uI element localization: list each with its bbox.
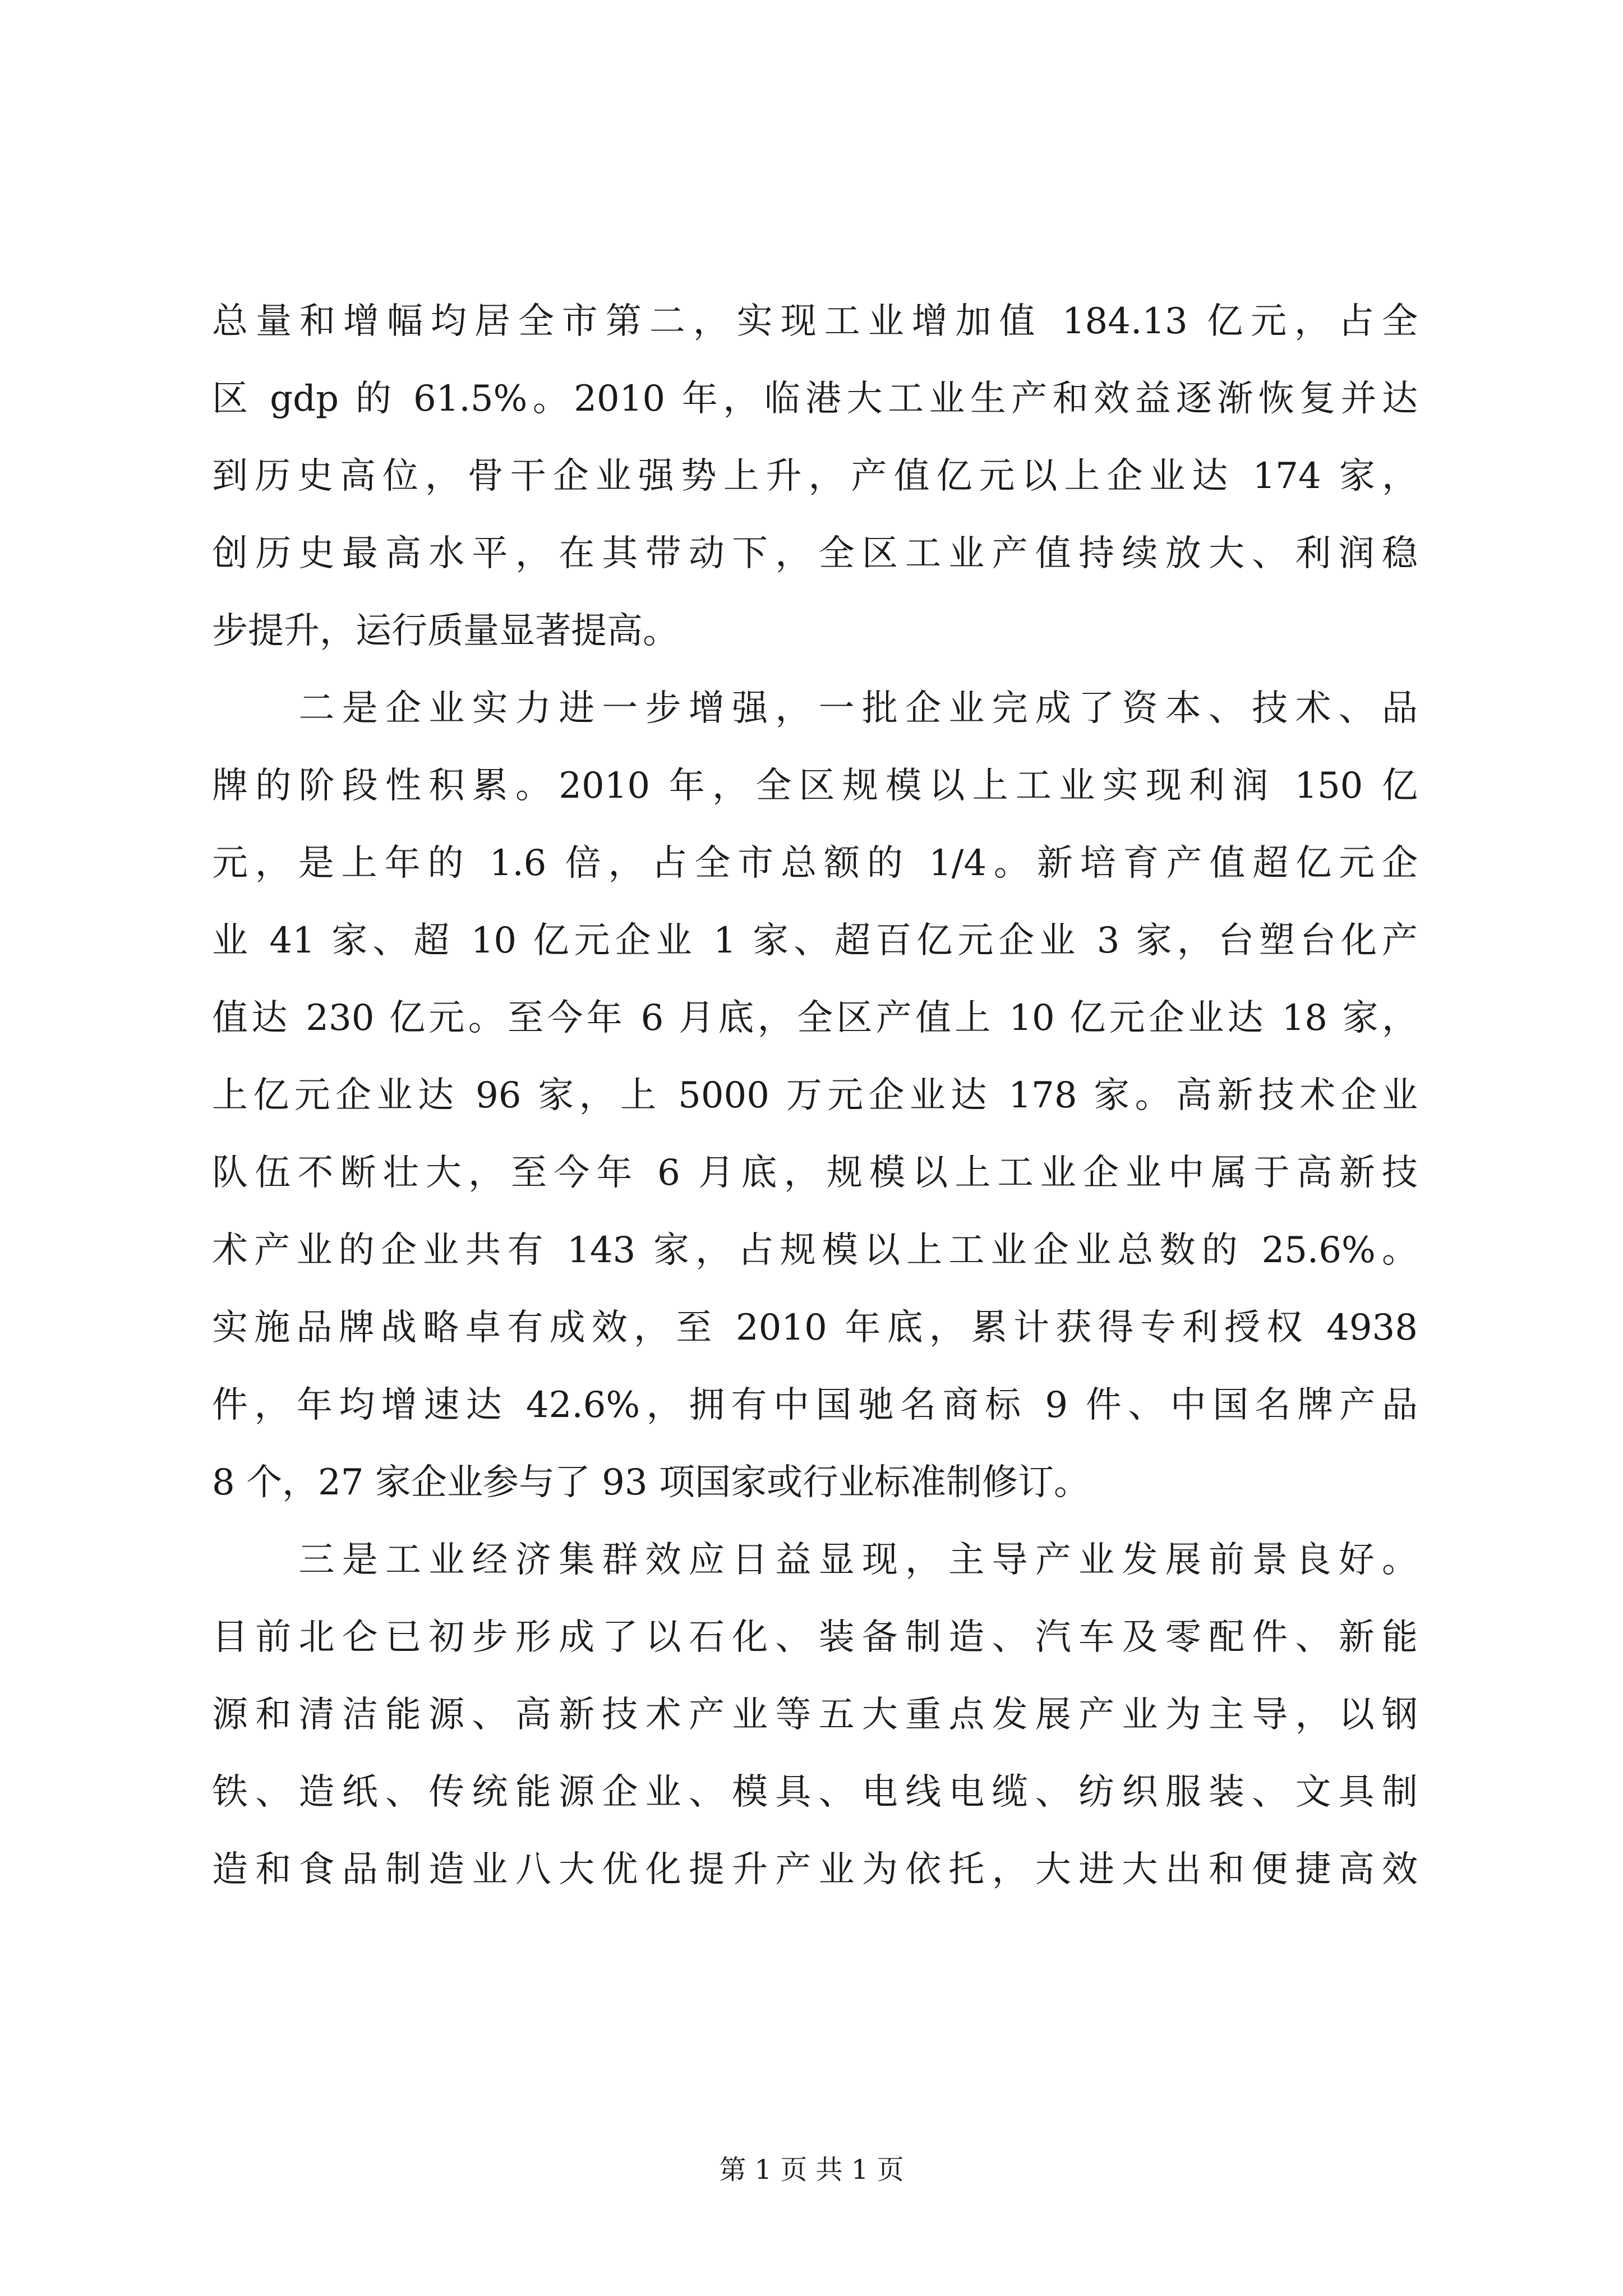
text-line: 三是工业经济集群效应日益显现，主导产业发展前景良好。 xyxy=(212,1539,1418,1581)
text-line: 件，年均增速达 42.6%，拥有中国驰名商标 9 件、中国名牌产品 xyxy=(212,1384,1418,1426)
text-line: 创历史最高水平，在其带动下，全区工业产值持续放大、利润稳 xyxy=(212,533,1418,574)
text-line: 二是企业实力进一步增强，一批企业完成了资本、技术、品 xyxy=(212,688,1418,729)
text-line: 元，是上年的 1.6 倍，占全市总额的 1/4。新培育产值超亿元企 xyxy=(212,843,1418,884)
text-line: 值达 230 亿元。至今年 6 月底，全区产值上 10 亿元企业达 18 家， xyxy=(212,997,1418,1039)
page-number-footer: 第 1 页 共 1 页 xyxy=(719,2154,904,2185)
text-line: 术产业的企业共有 143 家，占规模以上工业企业总数的 25.6%。 xyxy=(212,1230,1418,1271)
text-line: 源和清洁能源、高新技术产业等五大重点发展产业为主导，以钢 xyxy=(212,1694,1418,1736)
text-line: 队伍不断壮大，至今年 6 月底，规模以上工业企业中属于高新技 xyxy=(212,1152,1418,1194)
text-line: 目前北仑已初步形成了以石化、装备制造、汽车及零配件、新能 xyxy=(212,1617,1418,1658)
text-line: 实施品牌战略卓有成效，至 2010 年底，累计获得专利授权 4938 xyxy=(212,1307,1418,1349)
text-line: 区 gdp 的 61.5%。2010 年，临港大工业生产和效益逐渐恢复并达 xyxy=(212,378,1418,420)
text-line: 造和食品制造业八大优化提升产业为依托，大进大出和便捷高效 xyxy=(212,1849,1418,1890)
text-line: 步提升，运行质量显著提高。 xyxy=(212,610,679,652)
text-line: 8 个，27 家企业参与了 93 项国家或行业标准制修订。 xyxy=(212,1462,1090,1503)
text-line: 总量和增幅均居全市第二，实现工业增加值 184.13 亿元，占全 xyxy=(212,301,1418,342)
text-line: 到历史高位，骨干企业强势上升，产值亿元以上企业达 174 家， xyxy=(212,455,1418,497)
text-line: 铁、造纸、传统能源企业、模具、电线电缆、纺织服装、文具制 xyxy=(212,1772,1418,1813)
text-line: 业 41 家、超 10 亿元企业 1 家、超百亿元企业 3 家，台塑台化产 xyxy=(212,920,1418,961)
text-line: 上亿元企业达 96 家，上 5000 万元企业达 178 家。高新技术企业 xyxy=(212,1075,1418,1116)
text-line: 牌的阶段性积累。2010 年，全区规模以上工业实现利润 150 亿 xyxy=(212,765,1418,807)
